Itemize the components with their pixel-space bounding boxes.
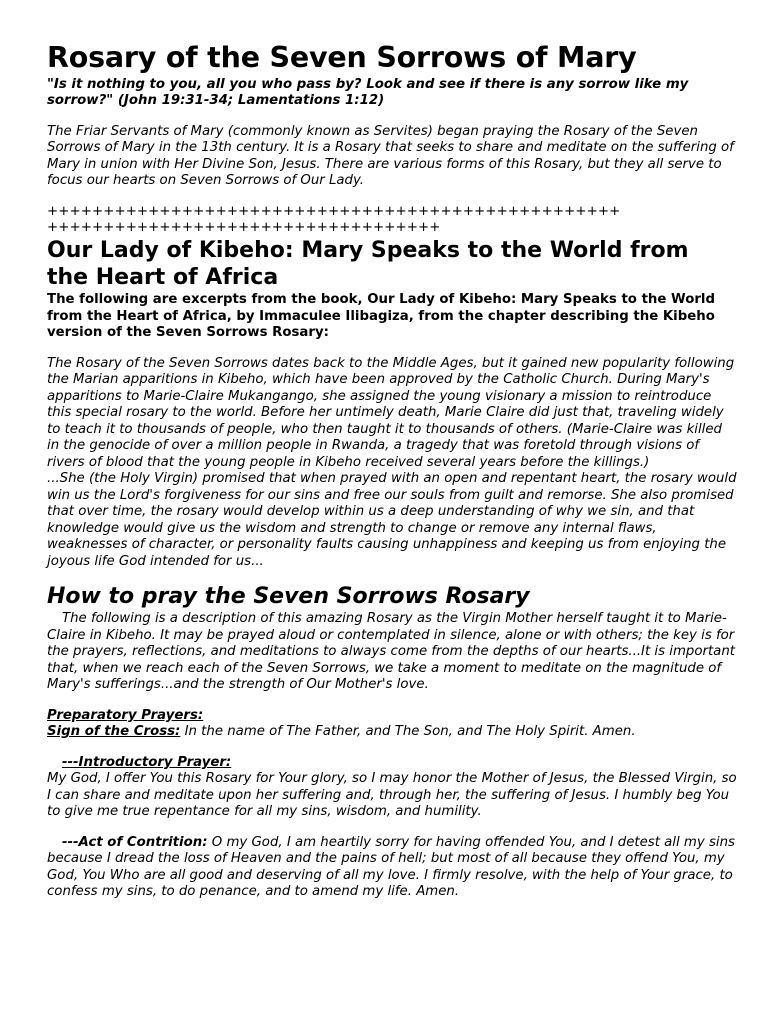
section-heading-how-to-pray: How to pray the Seven Sorrows Rosary	[47, 584, 530, 610]
page-title: Rosary of the Seven Sorrows of Mary	[47, 41, 637, 74]
preparatory-prayers-heading: Preparatory Prayers:	[47, 707, 204, 723]
document-page	[47, 40, 737, 901]
kibeho-paragraph-1: The Rosary of the Seven Sorrows dates back to the Middle Ages, but it gained new popularity following the Marian apparitions in Kibeho, which have been approved by the Catholic Church. During Mary's apparitions to Marie-Claire Mukangango, she assigned the young visionary a mission to reintroduce this special rosary to the world. Before her untimely death, Marie Claire did just that, traveling widely to teach it to thousands of people, who then taught it to thousands of others. (Marie-Claire was killed in the genocide of over a million people in Rwanda, a tragedy that was foretold through visions of rivers of blood that the young people in Kibeho received several years before the killings.)	[47, 355, 735, 470]
introductory-prayer-label-line	[47, 755, 737, 772]
act-of-contrition-text: O my God, I am heartily sorry for having offended You, and I detest all my sins because I dread the loss of Heaven and the pains of hell; but most of all because they offend You, my God, You Who are all good and deserving of all my love. I firmly resolve, with the help of Your grace, to confess my sins, to do penance, and to amend my life. Amen.	[47, 834, 735, 900]
section-heading-kibeho: Our Lady of Kibeho: Mary Speaks to the World from the Heart of Africa	[47, 238, 689, 291]
divider-line-2: +++++++++++++++++++++++++++++++++++	[47, 220, 441, 236]
act-of-contrition	[47, 835, 737, 901]
introductory-prayer-text: My God, I offer You this Rosary for Your glory, so I may honor the Mother of Jesus, the Blessed Virgin, so I can share and meditate upon her suffering and, through her, the suffering of Jesus. I humbly beg You to give me true repentance for all my sins, wisdom, and humility.	[47, 771, 737, 820]
act-of-contrition-label: ---Act of Contrition:	[62, 834, 208, 850]
intro-paragraph: The Friar Servants of Mary (commonly known as Servites) began praying the Rosary of the Seven Sorrows of Mary in the 13th century. It is a Rosary that seeks to share and meditate on the suffering of Mary in union with Her Divine Son, Jesus. There are various forms of this Rosary, but they all serve to focus our hearts on Seven Sorrows of Our Lady.	[47, 123, 734, 189]
excerpt-lead: The following are excerpts from the book, Our Lady of Kibeho: Mary Speaks to the World from the Heart of Africa, by Immaculee Ilibagiza, from the chapter describing the Kibeho version of the Seven Sorrows Rosary:	[47, 292, 715, 341]
divider-line-1: +++++++++++++++++++++++++++++++++++++++++++++++++++	[47, 203, 621, 219]
preparatory-prayers-label	[47, 708, 737, 725]
sign-of-cross-line	[47, 724, 737, 741]
sign-of-cross-text: In the name of The Father, and The Son, and The Holy Spirit. Amen.	[180, 724, 636, 740]
introductory-prayer-label: ---Introductory Prayer:	[62, 754, 232, 770]
sign-of-cross-label: Sign of the Cross:	[47, 724, 181, 740]
scripture-quote: "Is it nothing to you, all you who pass by? Look and see if there is any sorrow like my sorrow?" (John 19:31-34; Lamentations 1:12)	[47, 77, 689, 109]
how-to-pray-paragraph: The following is a description of this amazing Rosary as the Virgin Mother herself taught it to Marie-Claire in Kibeho. It may be prayed aloud or contemplated in silence, alone or with others; the key is for the prayers, reflections, and meditations to always come from the depths of our hearts...It is important that, when we reach each of the Seven Sorrows, we take a moment to meditate on the magnitude of Mary's sufferings...and the strength of Our Mother's love.	[47, 611, 735, 693]
kibeho-paragraph-2: ...She (the Holy Virgin) promised that when prayed with an open and repentant heart, the rosary would win us the Lord's forgiveness for our sins and free our souls from guilt and remorse. She also promised that over time, the rosary would develop within us a deep understanding of why we sin, and that knowledge would give us the wisdom and strength to change or remove any internal flaws, weaknesses of character, or personality faults causing unhappiness and keeping us from enjoying the joyous life God intended for us...	[47, 471, 737, 569]
